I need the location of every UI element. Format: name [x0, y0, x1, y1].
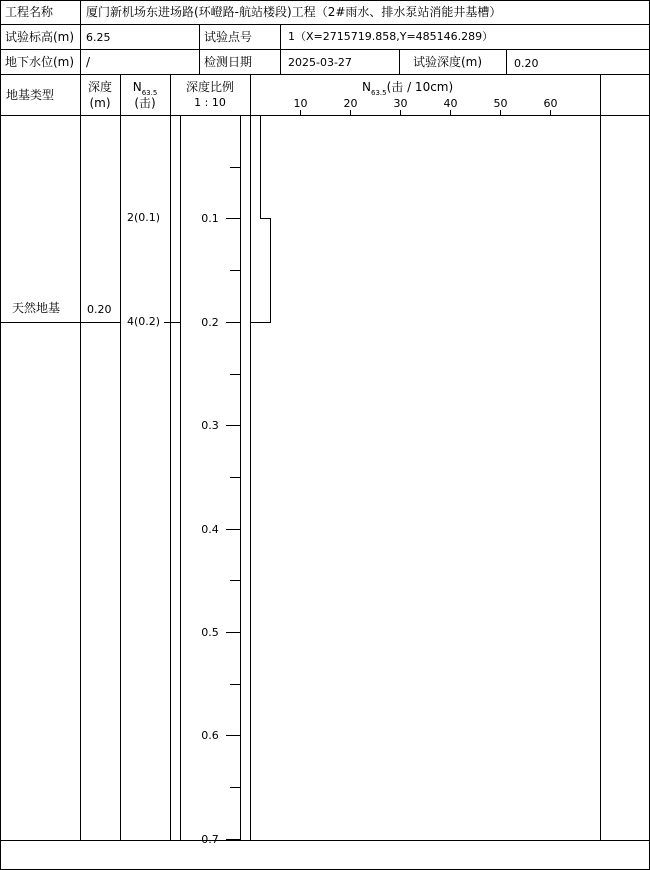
depth-tick-label-5: 0.6 [201, 729, 219, 742]
frame-left [0, 0, 1, 870]
header-sep-a [80, 0, 81, 74]
layer-boundary-line [0, 322, 120, 323]
header-sep-c [280, 24, 281, 74]
x-tick-label-1: 20 [343, 97, 358, 110]
test-point-value: 1（X=2715719.858,Y=485146.289） [288, 30, 494, 43]
soil-type-header: 地基类型 [6, 88, 55, 102]
col-sep-plot-right [600, 74, 601, 840]
depth-tick-label-1: 0.2 [201, 316, 219, 329]
x-tick-label-5: 60 [543, 97, 558, 110]
depth-tick-label-6: 0.7 [201, 833, 219, 846]
col-sep-scale-inner-b [240, 115, 241, 840]
header-row-line-3 [0, 74, 650, 75]
layer-soil-type: 天然地基 [12, 301, 61, 315]
depth-header: 深度 [87, 80, 112, 94]
x-tick-label-4: 50 [493, 97, 508, 110]
frame-top [0, 0, 650, 1]
test-point-label: 试验点号 [204, 30, 253, 44]
test-depth-value: 0.20 [514, 57, 539, 70]
groundwater-value: / [86, 55, 91, 69]
depth-tick-label-3: 0.4 [201, 523, 219, 536]
header-row-line-1 [0, 24, 650, 25]
blows-header-main: N [132, 80, 142, 94]
plot-axis-title-unit: (击 / 10cm) [386, 80, 454, 94]
scale-value-header: 1 : 10 [194, 96, 226, 109]
plot-axis-title-sub: 63.5 [370, 89, 387, 97]
test-elevation-value: 6.25 [86, 31, 111, 44]
col-sep-depth [120, 74, 121, 840]
header-row-line-2 [0, 49, 650, 50]
blows-unit-header: (击) [134, 96, 156, 110]
blows-header-sub: 63.5 [141, 89, 158, 97]
project-name-label: 工程名称 [5, 5, 54, 19]
depth-tick-label-0: 0.1 [201, 212, 219, 225]
body-bottom-line [0, 840, 650, 841]
col-sep-scale-inner-a [180, 115, 181, 840]
depth-unit-header: (m) [89, 96, 111, 110]
test-depth-label: 试验深度(m) [413, 55, 483, 69]
header-sep-b [199, 24, 200, 74]
test-date-value: 2025-03-27 [288, 56, 352, 69]
x-tick-label-2: 30 [393, 97, 408, 110]
depth-tick-label-2: 0.3 [201, 419, 219, 432]
groundwater-label: 地下水位(m) [5, 55, 75, 69]
col-sep-plot [250, 74, 251, 840]
layer-depth-bottom: 0.20 [87, 303, 112, 316]
header-sep-d [399, 49, 400, 74]
x-tick-label-0: 10 [293, 97, 308, 110]
plot-axis-title [362, 80, 453, 96]
blow-count-label: 4(0.2) [127, 315, 161, 328]
col-sep-blows [170, 74, 171, 840]
blows-header [120, 80, 170, 96]
col-sep-soil [80, 74, 81, 840]
test-elevation-label: 试验标高(m) [5, 30, 75, 44]
blow-count-step-line [251, 116, 271, 323]
depth-tick-label-4: 0.5 [201, 626, 219, 639]
test-date-label: 检测日期 [204, 55, 253, 69]
project-name-value: 厦门新机场东进场路(环嶝路-航站楼段)工程（2#雨水、排水泵站消能井基槽） [86, 5, 502, 19]
blow-count-label: 2(0.1) [127, 211, 161, 224]
header-sep-e [506, 49, 507, 74]
scale-title-header: 深度比例 [185, 80, 234, 94]
column-header-bottom [0, 115, 650, 116]
x-tick-label-3: 40 [443, 97, 458, 110]
plot-axis-title-main: N [362, 80, 371, 94]
